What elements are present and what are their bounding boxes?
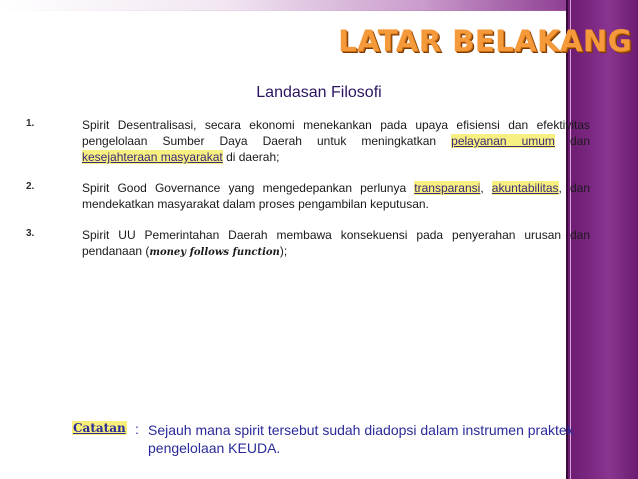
item-line-text: pengelolaan Sumber Daya Daerah untuk meningkatkan xyxy=(82,134,452,148)
link-transparansi[interactable]: transparansi xyxy=(414,181,481,195)
item-line-text: dan xyxy=(554,134,591,148)
item-line-text: di daerah; xyxy=(222,150,280,164)
note-text xyxy=(148,421,588,457)
item-line-text: , dan xyxy=(558,181,590,195)
item-line xyxy=(82,149,590,165)
item-number: 1. xyxy=(26,118,35,129)
item-text xyxy=(82,180,590,212)
slide-subtitle xyxy=(0,84,638,102)
item-line xyxy=(82,133,590,149)
italic-phrase: money follows function xyxy=(149,247,280,258)
item-line-text: pendanaan ( xyxy=(82,244,150,258)
note-colon: : xyxy=(135,421,139,437)
item-line-text: Spirit Good Governance yang mengedepankan perlunya xyxy=(82,181,415,195)
link-pelayanan-umum[interactable]: pelayanan umum xyxy=(451,134,555,148)
point-list xyxy=(26,117,590,276)
note-label: Catatan xyxy=(73,421,126,435)
item-line: Spirit UU Pemerintahan Daerah membawa konsekuensi pada penyerahan urusan dan xyxy=(82,228,590,242)
item-number: 2. xyxy=(26,181,35,192)
item-line-text: , xyxy=(480,181,492,195)
list-item-2 xyxy=(26,180,590,212)
item-line xyxy=(82,180,590,196)
item-line: Spirit Desentralisasi, secara ekonomi menekankan pada upaya efisiensi dan efektivitas xyxy=(82,118,590,132)
subtitle-text: Landasan Filosofi xyxy=(256,84,382,101)
list-item-1 xyxy=(26,117,590,165)
note-line: Sejauh mana spirit tersebut sudah diadopsi dalam instrumen praktek xyxy=(148,422,574,438)
slide-title: LATAR BELAKANG xyxy=(338,24,632,58)
item-line xyxy=(82,243,590,261)
top-decor-line xyxy=(0,10,566,11)
link-kesejahteraan-masyarakat[interactable]: kesejahteraan masyarakat xyxy=(82,150,223,164)
top-decor-bar xyxy=(0,0,566,10)
item-number: 3. xyxy=(26,228,35,239)
item-line-text: ); xyxy=(279,244,288,258)
item-text xyxy=(82,117,590,165)
note-line: pengelolaan KEUDA. xyxy=(148,440,281,456)
item-line: mendekatkan masyarakat dalam proses pengambilan keputusan. xyxy=(82,197,429,211)
item-text xyxy=(82,227,590,261)
link-akuntabilitas[interactable]: akuntabilitas xyxy=(491,181,559,195)
list-item-3 xyxy=(26,227,590,261)
